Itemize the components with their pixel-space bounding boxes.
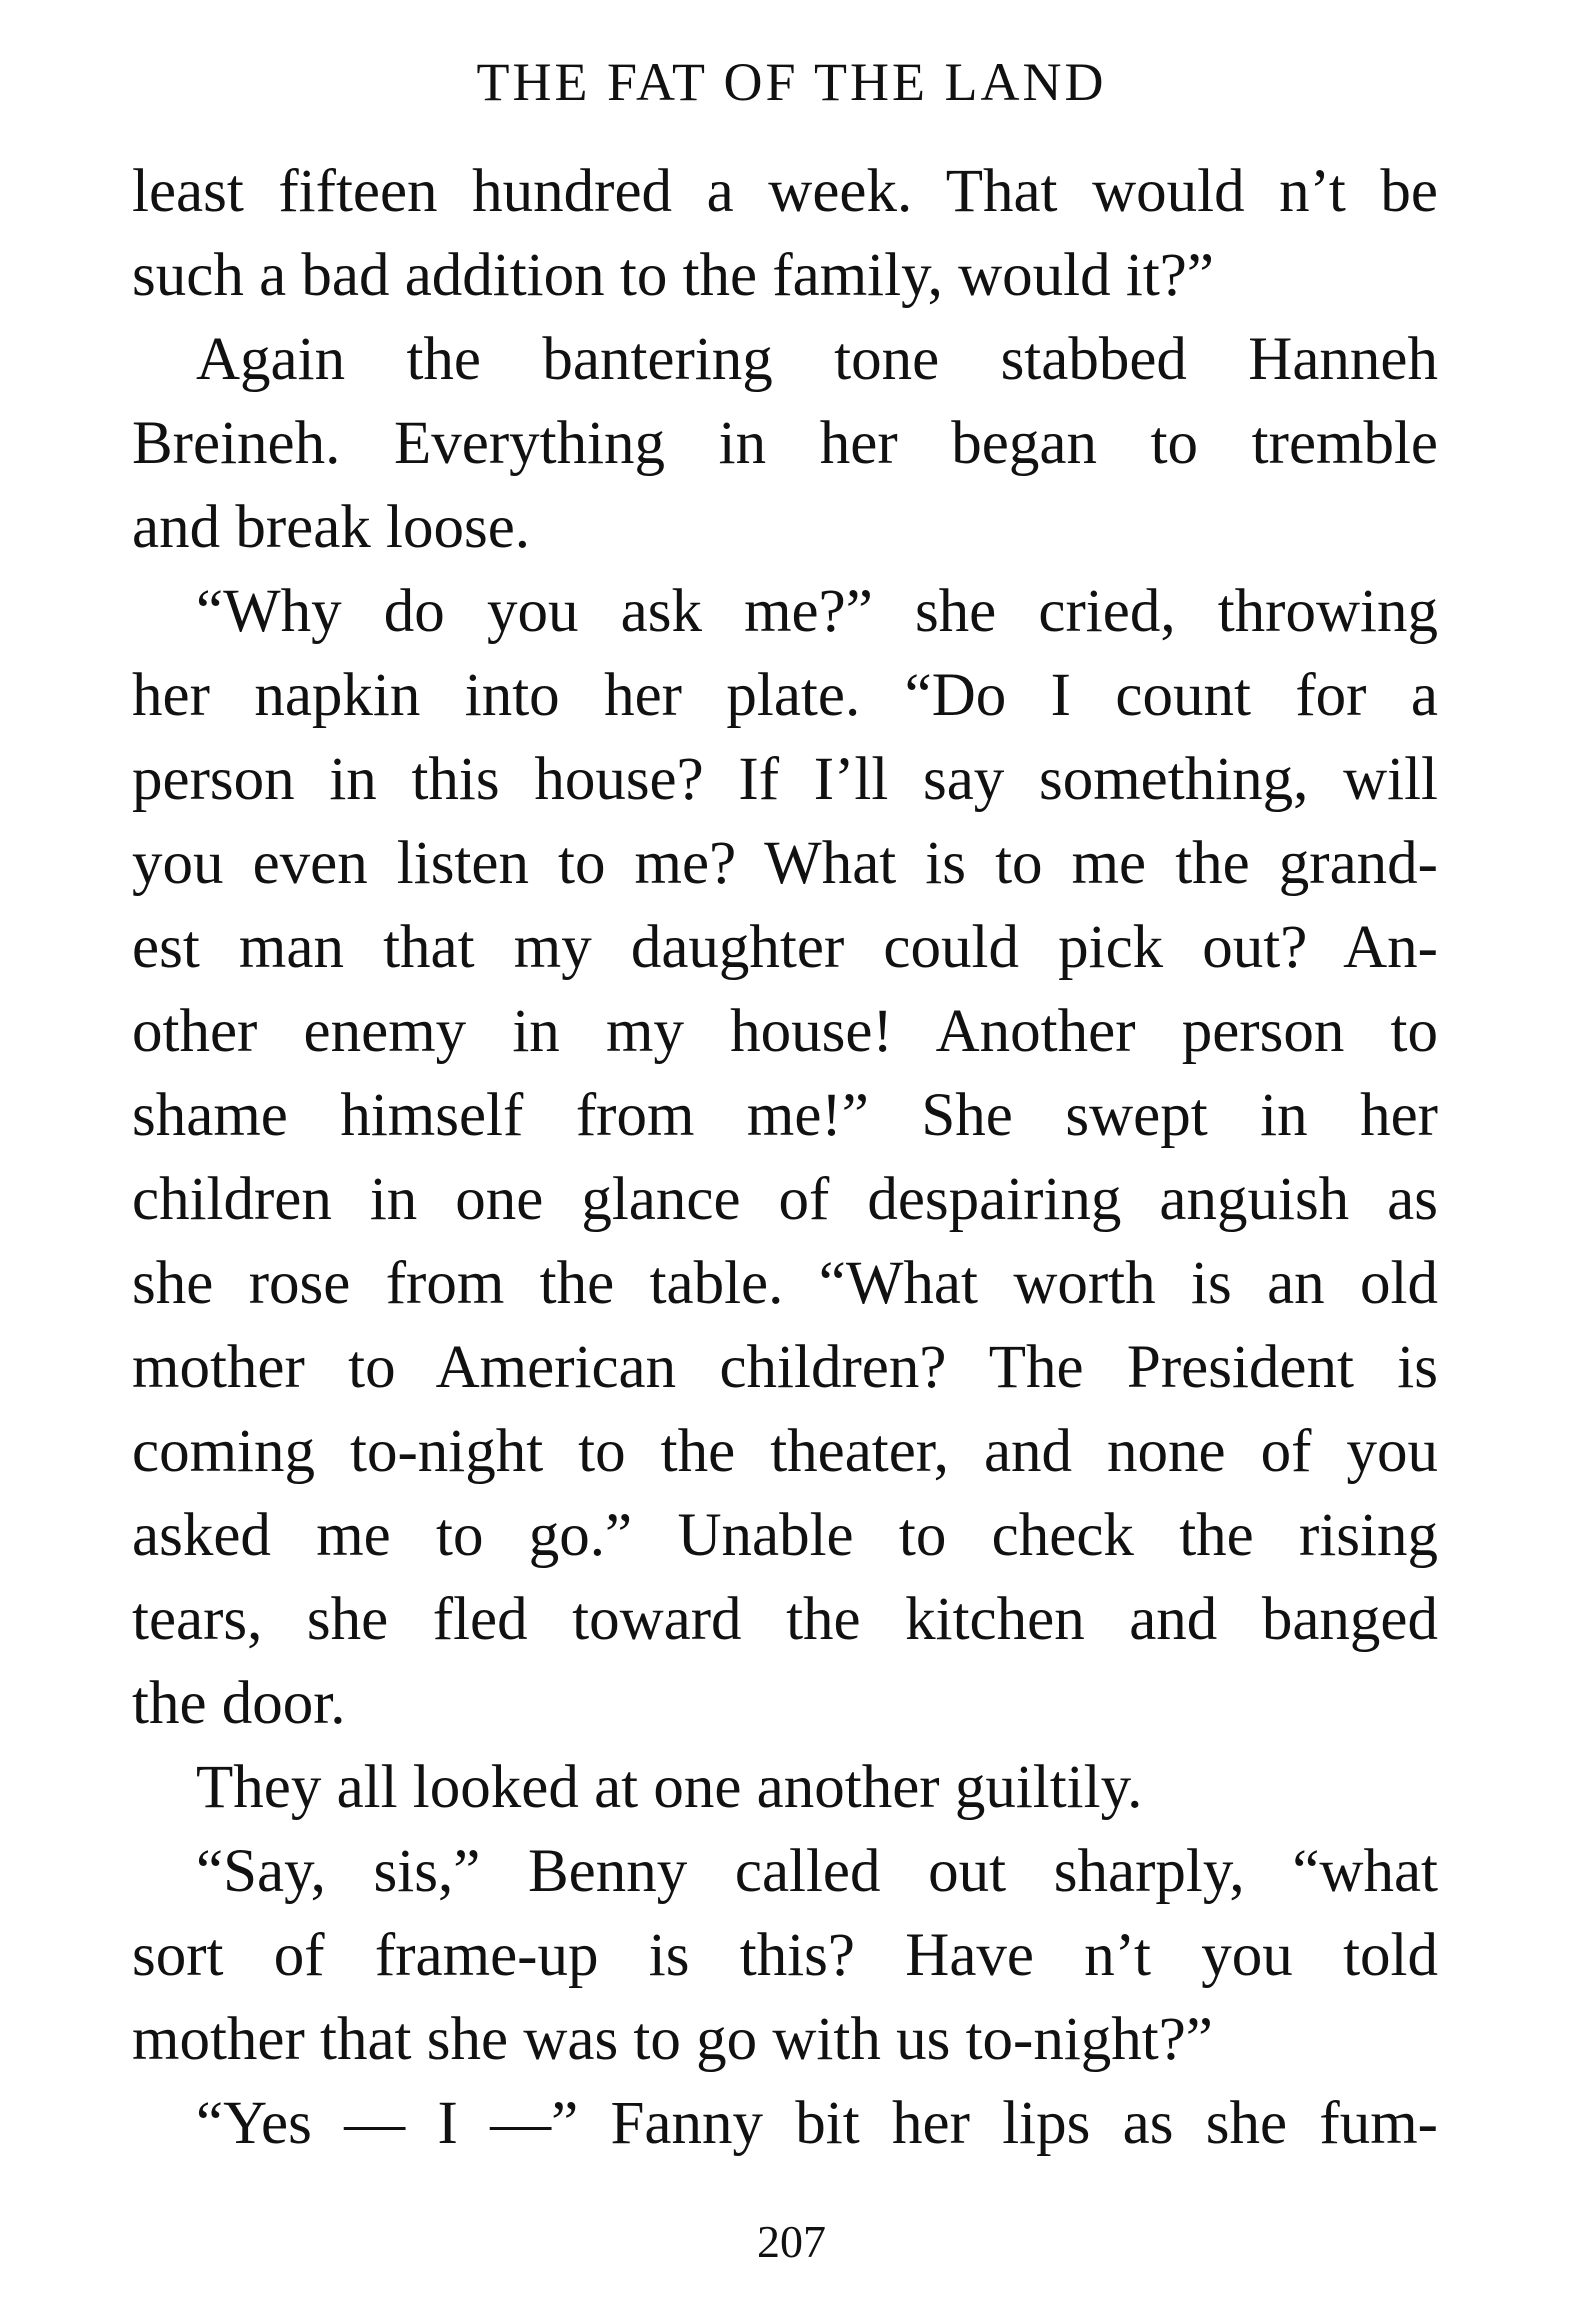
text-line: “Say, sis,” Benny called out sharply, “what [196, 1838, 1438, 1905]
text-line: person in this house? If I’ll say something, will [132, 746, 1438, 813]
text-line: “Yes — I —” Fanny bit her lips as she fum- [196, 2090, 1438, 2157]
text-line: and break loose. [132, 494, 531, 561]
text-line: tears, she fled toward the kitchen and banged [132, 1586, 1438, 1653]
text-line: mother to American children? The President is [132, 1334, 1438, 1401]
text-line: children in one glance of despairing anguish as [132, 1166, 1438, 1233]
text-line: They all looked at one another guiltily. [196, 1754, 1143, 1821]
text-line: least fifteen hundred a week. That would n’t be [132, 158, 1438, 225]
text-line: sort of frame-up is this? Have n’t you told [132, 1922, 1438, 1989]
text-line: mother that she was to go with us to-night?” [132, 2006, 1213, 2073]
text-line: “Why do you ask me?” she cried, throwing [196, 578, 1438, 645]
text-line: other enemy in my house! Another person to [132, 998, 1438, 1065]
text-line: Breineh. Everything in her began to tremble [132, 410, 1438, 477]
text-line: est man that my daughter could pick out? An- [132, 914, 1438, 981]
text-line: you even listen to me? What is to me the grand- [132, 830, 1438, 897]
text-line: shame himself from me!” She swept in her [132, 1082, 1438, 1149]
page-number: 207 [757, 2216, 826, 2267]
text-line: Again the bantering tone stabbed Hanneh [196, 326, 1438, 393]
text-line: her napkin into her plate. “Do I count for a [132, 662, 1438, 729]
running-title: THE FAT OF THE LAND [476, 52, 1107, 112]
text-line: asked me to go.” Unable to check the rising [132, 1502, 1438, 1569]
text-line: such a bad addition to the family, would it?” [132, 242, 1214, 309]
text-line: the door. [132, 1670, 346, 1737]
body-text [132, 150, 1438, 2166]
text-line: coming to-night to the theater, and none of you [132, 1418, 1438, 1485]
text-line: she rose from the table. “What worth is an old [132, 1250, 1438, 1317]
